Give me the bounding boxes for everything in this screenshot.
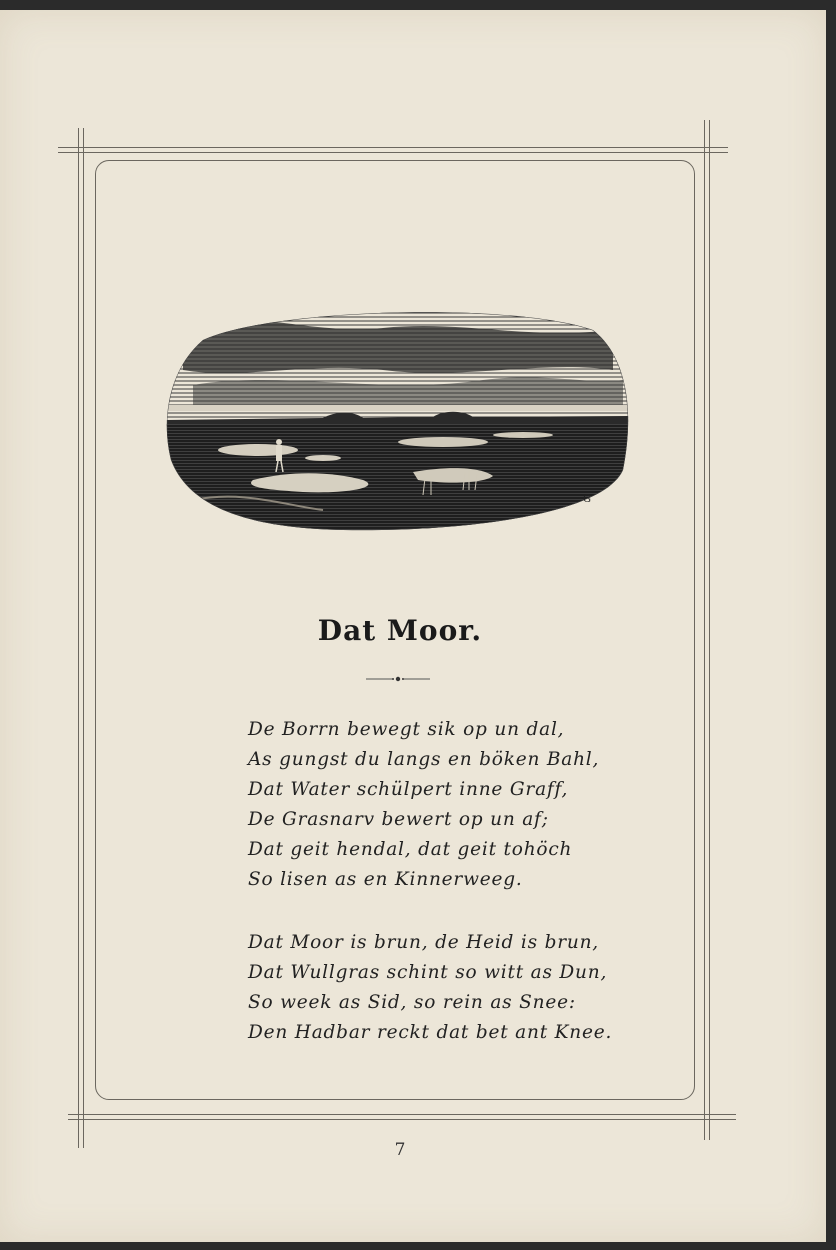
moor-vignette-illustration [163,300,631,532]
verse-line: So lisen as en Kinnerweeg. [248,869,523,890]
top-rule-inner [58,152,728,153]
verse-line: So week as Sid, so rein as Snee: [248,992,576,1013]
poem-title: Dat Moor. [317,614,483,647]
verse-line: Den Hadbar reckt dat bet ant Knee. [248,1022,613,1043]
verse-line: Dat Wullgras schint so witt as Dun, [248,962,608,983]
stanza-2 [248,928,668,1048]
book-page [0,10,826,1242]
bottom-rule-inner [68,1119,736,1120]
page-number: 7 [394,1140,406,1160]
verse-line: Dat Water schülpert inne Graff, [248,779,569,800]
verse-line: De Grasnarv bewert op un af; [248,809,549,830]
bottom-rule-outer [68,1114,736,1115]
verse-line: As gungst du langs en böken Bahl, [248,749,600,770]
monogram-text: G [583,494,591,505]
stanza-1 [248,715,668,895]
verse-line: Dat geit hendal, dat geit tohöch [248,839,573,860]
verse-line: De Borrn bewegt sik op un dal, [248,719,565,740]
top-rule-outer [58,147,728,148]
title-ornament [366,672,430,686]
verse-line: Dat Moor is brun, de Heid is brun, [248,932,599,953]
